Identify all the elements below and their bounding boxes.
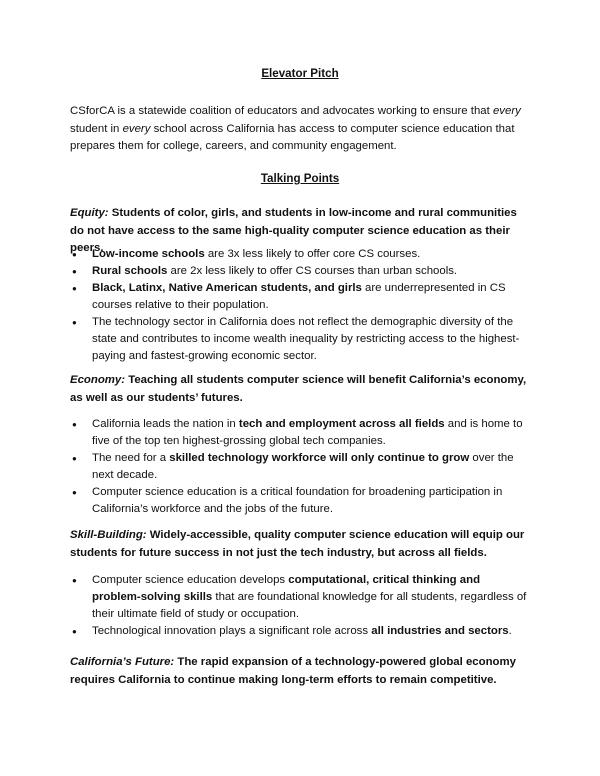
california-future-term: California’s Future: [70, 656, 175, 668]
bullet-bold: Low-income schools [92, 248, 205, 260]
skill-building-lead-text: Widely-accessible, quality computer science education will equip our students for future success in not just the tech industry, but across all fields. [70, 529, 525, 559]
list-item [70, 246, 530, 263]
bullet-text: and is home to five of the top ten highest-grossing global tech companies. [92, 418, 523, 447]
list-item [70, 416, 530, 450]
elevator-pitch-paragraph [70, 103, 530, 156]
economy-lead-text: Teaching all students computer science will benefit California’s economy, as well as our students’ futures. [70, 374, 527, 404]
bullet-text: Computer science education is a critical foundation for broadening participation in California’s workforce and the jobs of the future. [92, 486, 503, 515]
list-item [70, 263, 530, 280]
bullet-text: The technology sector in California does not reflect the demographic diversity of the state and contributes to income wealth inequality by restricting access to the highest-paying and fastest-growing economic sector. [92, 316, 520, 362]
bullet-bold: skilled technology workforce will only continue to grow [169, 452, 470, 464]
pitch-text-2: student in [70, 122, 123, 135]
list-item [70, 623, 530, 640]
list-item [70, 314, 530, 365]
economy-bullet-list [70, 416, 530, 518]
bullet-text: The need for a [92, 452, 170, 464]
equity-lead-text: Students of color, girls, and students in low-income and rural communities do not have access to the same high-quality computer science education as their peers. [70, 207, 517, 255]
bullet-text: are underrepresented in CS courses relative to their population. [92, 282, 506, 311]
bullet-bold: Black, Latinx, Native American students, and girls [92, 282, 362, 294]
skill-building-bullet-list [70, 572, 530, 640]
talking-points-heading: Talking Points [260, 172, 340, 185]
bullet-text: California leads the nation in [92, 418, 239, 430]
economy-term: Economy: [70, 374, 126, 386]
economy-lead [70, 372, 530, 407]
bullet-text: Technological innovation plays a significant role across [92, 625, 372, 637]
bullet-bold: all industries and sectors [371, 625, 509, 637]
california-future-lead-text: The rapid expansion of a technology-powered global economy requires California to continue making long-term efforts to remain competitive. [70, 656, 516, 686]
list-item [70, 572, 530, 623]
bullet-text: that are foundational knowledge for all students, regardless of their ultimate field of study or occupation. [92, 591, 527, 620]
elevator-pitch-heading: Elevator Pitch [261, 67, 339, 80]
pitch-emphasis-1: every [492, 105, 521, 117]
bullet-bold: tech and employment across all fields [238, 418, 445, 430]
bullet-text: are 2x less likely to offer CS courses than urban schools. [167, 265, 458, 277]
bullet-text: over the next decade. [92, 452, 514, 481]
california-future-lead [70, 654, 530, 689]
bullet-bold: Rural schools [92, 265, 168, 277]
bullet-bold: computational, critical thinking and problem-solving skills [92, 574, 481, 603]
skill-building-lead [70, 527, 530, 562]
pitch-text-3: school across California has access to computer science education that prepares them for college, careers, and community engagement. [70, 122, 515, 153]
bullet-text: Computer science education develops [92, 574, 289, 586]
bullet-text: are 3x less likely to offer core CS courses. [204, 248, 421, 260]
pitch-emphasis-2: every [122, 122, 151, 135]
list-item [70, 280, 530, 314]
equity-bullet-list [70, 246, 530, 365]
list-item [70, 450, 530, 484]
list-item [70, 484, 530, 518]
equity-term: Equity: [70, 207, 109, 219]
bullet-text: . [508, 625, 512, 637]
pitch-text-1: CSforCA is a statewide coalition of educators and advocates working to ensure that [70, 105, 493, 117]
skill-building-term: Skill-Building: [70, 529, 147, 541]
